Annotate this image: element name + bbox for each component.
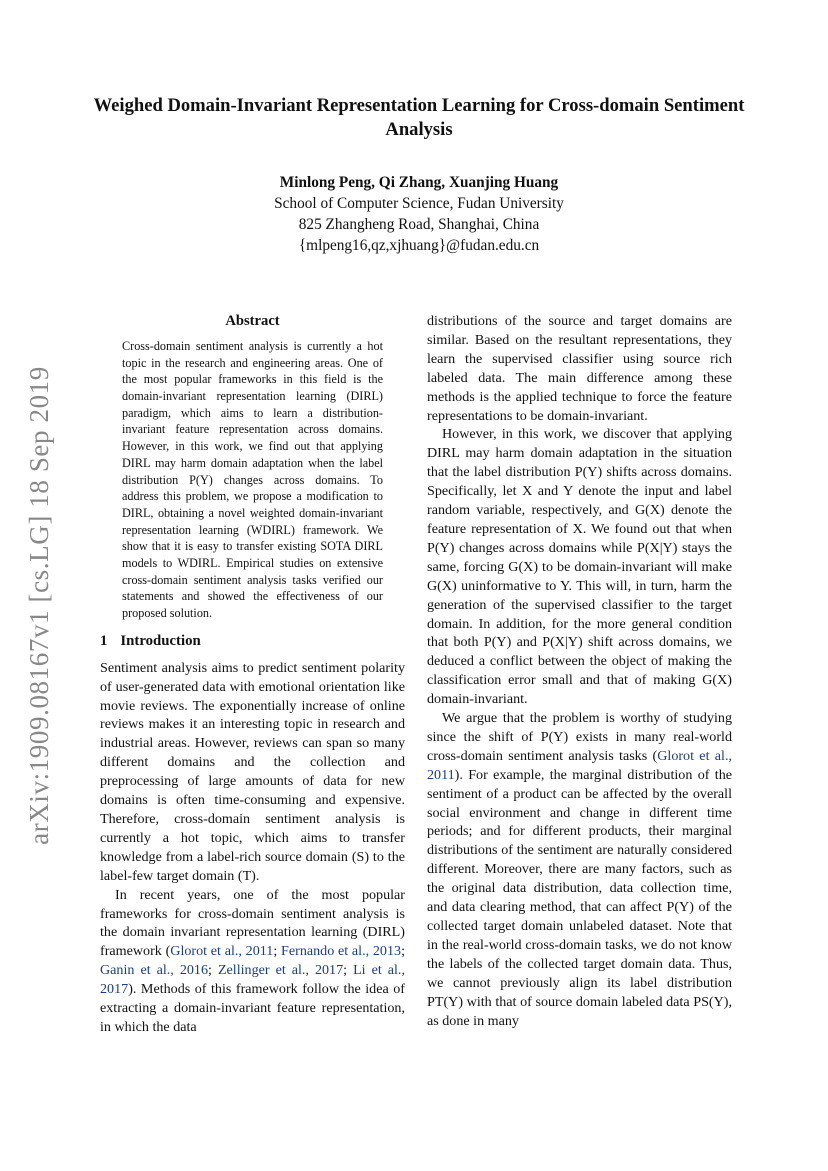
intro-paragraph-2: In recent years, one of the most popular frameworks for cross-domain sentiment analysis is the domain invariant representation learning (DIRL) framework (Glorot et al., 2011; Fernando et al., 2013; Ganin et al., 2016; Zellinger et al., 2017; Li et al., 2017). Methods of this framework follow the idea of extracting a domain-invariant feature representation, in which the data xyxy=(100,886,405,1035)
section-title: Introduction xyxy=(120,632,201,649)
affiliation: School of Computer Science, Fudan University xyxy=(274,195,564,212)
right-paragraph-1: distributions of the source and target domains are similar. Based on the resultant representations, they learn the supervised classifier using source rich labeled data. The main difference among these methods is the applied technique to force the feature representations to be domain-invariant. xyxy=(427,313,732,424)
arxiv-identifier: arXiv:1909.08167v1 [cs.LG] 18 Sep 2019 xyxy=(23,365,54,845)
citation-link[interactable]: Zellinger et al., 2017 xyxy=(217,962,344,979)
citation-link[interactable]: Fernando et al., 2013 xyxy=(281,943,402,960)
right-paragraph-3: We argue that the problem is worthy of studying since the shift of P(Y) exists in many real-world cross-domain sentiment analysis tasks (Glorot et al., 2011). For example, the marginal distribution of the sentiment of a product can be affected by the overall social environment and change in different time periods; and for different products, their marginal distributions of the sentiment are naturally considered different. Moreover, there are many factors, such as the original data distribution, data collection time, and data clearing method, that can affect P(Y) of the collected target domain unlabeled dataset. Note that in the real-world cross-domain tasks, we do not know the labels of the collected target domain data. Thus, we cannot previously align its label distribution PT(Y) with that of source domain labeled data PS(Y), as done in many xyxy=(427,710,732,1029)
arxiv-stamp xyxy=(17,360,61,850)
citation-link[interactable]: Ganin et al., 2016 xyxy=(100,962,209,979)
citation-link[interactable]: Glorot et al., 2011 xyxy=(170,943,274,960)
paper-title: Weighed Domain-Invariant Representation Learning for Cross-domain Sentiment Analysis xyxy=(93,95,745,140)
email: {mlpeng16,qz,xjhuang}@fudan.edu.cn xyxy=(298,237,540,254)
section-heading-introduction xyxy=(100,632,405,651)
intro-paragraph-1: Sentiment analysis aims to predict sentiment polarity of user-generated data with emotional orientation like movie reviews. The exponentially increase of online reviews makes it an interesting topic in research and industrial areas. However, reviews can span so many different domains and the collection and preprocessing of large amounts of data for new domains is often time-consuming and expensive. Therefore, cross-domain sentiment analysis is currently a hot topic, which aims to transfer knowledge from a label-rich source domain (S) to the label-few target domain (T). xyxy=(100,659,405,884)
left-column xyxy=(100,312,405,1037)
right-column xyxy=(427,312,732,1030)
address: 825 Zhangheng Road, Shanghai, China xyxy=(298,216,540,233)
citation-link[interactable]: Glorot et al., 2011 xyxy=(427,747,732,783)
right-paragraph-2: However, in this work, we discover that applying DIRL may harm domain adaptation in the situation that the label distribution P(Y) shifts across domains. Specifically, let X and Y denote the input and label random variable, respectively, and G(X) denote the feature representation of X. We found out that when P(Y) changes across domains while P(X|Y) stays the same, forcing G(X) to be domain-invariant will make G(X) uninformative to Y. This will, in turn, harm the generation of the supervised classifier to the target domain. In addition, for the more general condition that both P(Y) and P(X|Y) shift across domains, we deduced a conflict between the object of making the classification error small and that of making G(X) domain-invariant. xyxy=(427,426,732,708)
citation-link[interactable]: Li et al., 2017 xyxy=(100,962,405,998)
abstract-heading: Abstract xyxy=(225,313,280,329)
author-block xyxy=(90,172,748,256)
abstract-body: Cross-domain sentiment analysis is currently a hot topic in the research and engineering areas. One of the most popular frameworks in this field is the domain-invariant representation learning (DIRL) paradigm, which aims to learn a distribution-invariant feature representation across domains. However, in this work, we find out that applying DIRL may harm domain adaptation when the label distribution P(Y) changes across domains. To address this problem, we propose a modification to DIRL, obtaining a novel weighted domain-invariant representation learning (WDIRL) framework. We show that it is easy to transfer existing SOTA DIRL models to WDIRL. Empirical studies on extensive cross-domain sentiment analysis tasks verified our statements and showed the effectiveness of our proposed solution. xyxy=(122,338,383,621)
section-number: 1 xyxy=(100,632,108,649)
author-names: Minlong Peng, Qi Zhang, Xuanjing Huang xyxy=(279,174,559,191)
